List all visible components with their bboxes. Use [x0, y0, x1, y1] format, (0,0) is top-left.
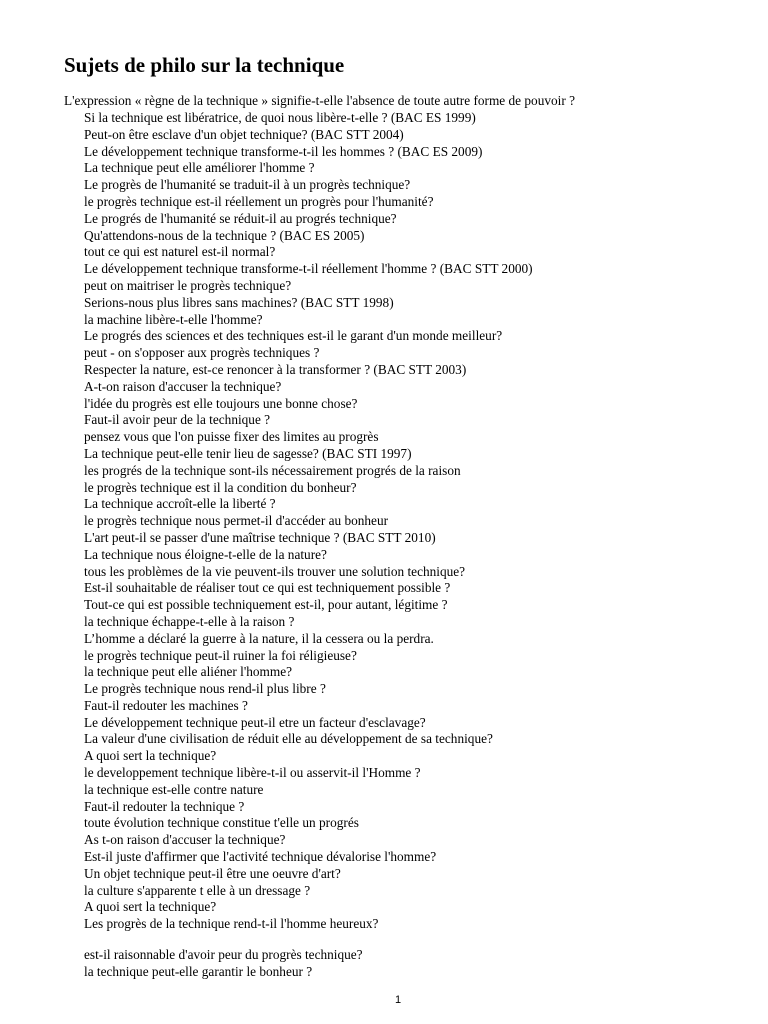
- subject-item: la technique peut-elle garantir le bonheur ?: [84, 963, 313, 979]
- subject-item: Le progrès de l'humanité se traduit-il à un progrès technique?: [84, 177, 411, 193]
- subject-list: [84, 110, 533, 933]
- subject-item: les progrés de la technique sont-ils nécessairement progrés de la raison: [84, 462, 461, 478]
- subject-item: tout ce qui est naturel est-il normal?: [84, 244, 276, 260]
- subject-item: pensez vous que l'on puisse fixer des limites au progrès: [84, 429, 379, 445]
- subject-item: Est-il juste d'affirmer que l'activité technique dévalorise l'homme?: [84, 849, 437, 865]
- subject-item: le progrès technique nous permet-il d'accéder au bonheur: [84, 513, 389, 529]
- subject-item: Le progrés des sciences et des techniques est-il le garant d'un monde meilleur?: [84, 328, 503, 344]
- subject-list-continued: [84, 947, 363, 981]
- subject-item: La technique accroît-elle la liberté ?: [84, 496, 276, 512]
- subject-item: La valeur d'une civilisation de réduit elle au développement de sa technique?: [84, 731, 493, 747]
- subject-item: Qu'attendons-nous de la technique ? (BAC ES 2005): [84, 227, 365, 243]
- subject-item: Le développement technique peut-il etre un facteur d'esclavage?: [84, 714, 426, 730]
- subject-item: As t-on raison d'accuser la technique?: [84, 832, 286, 848]
- subject-item: Si la technique est libératrice, de quoi nous libère-t-elle ? (BAC ES 1999): [84, 110, 476, 125]
- subject-item: Le progrés de l'humanité se réduit-il au progrés technique?: [84, 210, 397, 226]
- subject-item: la technique est-elle contre nature: [84, 781, 264, 797]
- subject-item: Est-il souhaitable de réaliser tout ce qui est techniquement possible ?: [84, 580, 451, 596]
- subject-item: toute évolution technique constitue t'elle un progrés: [84, 815, 359, 831]
- subject-item: Faut-il redouter les machines ?: [84, 697, 248, 713]
- subject-item: Le développement technique transforme-t-il les hommes ? (BAC ES 2009): [84, 143, 483, 159]
- subject-item: La technique nous éloigne-t-elle de la nature?: [84, 546, 327, 562]
- subject-item: Respecter la nature, est-ce renoncer à la transformer ? (BAC STT 2003): [84, 361, 467, 377]
- subject-item: peut on maitriser le progrès technique?: [84, 277, 292, 293]
- page-title: Sujets de philo sur la technique: [64, 53, 345, 77]
- subject-item: A-t-on raison d'accuser la technique?: [84, 378, 282, 394]
- subject-item: tous les problèmes de la vie peuvent-ils trouver une solution technique?: [84, 563, 466, 579]
- subject-item: le progrès technique peut-il ruiner la foi réligieuse?: [84, 647, 357, 663]
- subject-item: A quoi sert la technique?: [84, 899, 217, 915]
- page-number: 1: [394, 994, 402, 1006]
- subject-item: A quoi sert la technique?: [84, 748, 217, 764]
- subject-item: l'idée du progrès est elle toujours une bonne chose?: [84, 395, 358, 411]
- subject-item: Tout-ce qui est possible techniquement est-il, pour autant, légitime ?: [84, 597, 448, 613]
- subject-item: Faut-il avoir peur de la technique ?: [84, 412, 271, 428]
- subject-item: le progrès technique est il la condition du bonheur?: [84, 479, 357, 495]
- subject-item: le progrès technique est-il réellement un progrès pour l'humanité?: [84, 193, 434, 209]
- subject-item: Le progrès technique nous rend-il plus libre ?: [84, 681, 326, 697]
- subject-item: L’homme a déclaré la guerre à la nature, il la cessera ou la perdra.: [84, 630, 434, 646]
- subject-item: Le développement technique transforme-t-il réellement l'homme ? (BAC STT 2000): [84, 261, 533, 277]
- subject-item: la machine libère-t-elle l'homme?: [84, 311, 263, 327]
- subject-item: L'art peut-il se passer d'une maîtrise technique ? (BAC STT 2010): [84, 529, 436, 545]
- subject-item: La technique peut elle améliorer l'homme ?: [84, 160, 315, 176]
- subject-item: La technique peut-elle tenir lieu de sagesse? (BAC STI 1997): [84, 445, 412, 461]
- subject-item: Un objet technique peut-il être une oeuvre d'art?: [84, 865, 341, 881]
- subject-item: la technique peut elle aliéner l'homme?: [84, 664, 293, 680]
- intro-subject: L'expression « règne de la technique » signifie-t-elle l'absence de toute autre forme de pouvoir ?: [64, 93, 575, 108]
- subject-item: le developpement technique libère-t-il ou asservit-il l'Homme ?: [84, 765, 421, 781]
- subject-item: Peut-on être esclave d'un objet technique? (BAC STT 2004): [84, 126, 404, 142]
- subject-item: la technique échappe-t-elle à la raison ?: [84, 613, 295, 629]
- subject-item: Les progrès de la technique rend-t-il l'homme heureux?: [84, 916, 379, 932]
- subject-item: peut - on s'opposer aux progrès techniques ?: [84, 345, 320, 361]
- subject-item: Serions-nous plus libres sans machines? (BAC STT 1998): [84, 294, 394, 310]
- subject-item: est-il raisonnable d'avoir peur du progrès technique?: [84, 947, 363, 962]
- subject-item: Faut-il redouter la technique ?: [84, 798, 245, 814]
- subject-item: la culture s'apparente t elle à un dressage ?: [84, 882, 311, 898]
